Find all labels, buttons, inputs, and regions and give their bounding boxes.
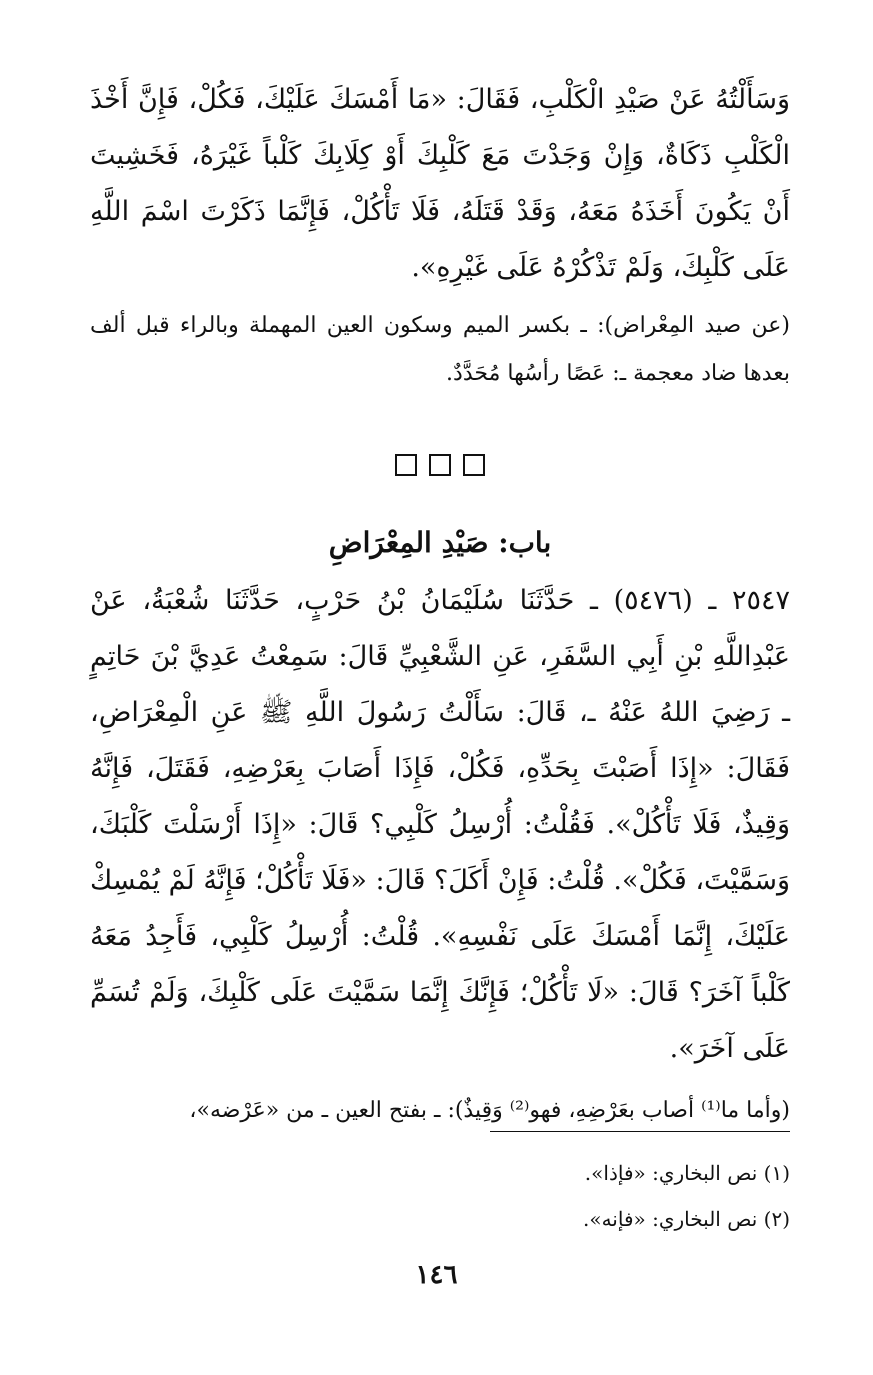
divider-square-icon: [395, 454, 417, 476]
footnote-2: (٢) نص البخاري: «فإنه».: [582, 1207, 790, 1231]
commentary-paragraph-arduh: (وأما ما⁽¹⁾ أصاب بعَرْضِهِ، فهو⁽²⁾ وَقِيذٌ): ـ بفتح العين ـ من «عَرْضه»،: [189, 1098, 790, 1123]
section-divider: [90, 446, 790, 479]
footnotes: [90, 1150, 790, 1242]
divider-square-icon: [463, 454, 485, 476]
chapter-title: باب: صَيْدِ المِعْرَاضِ: [328, 526, 552, 559]
page-number: ١٤٦: [415, 1260, 458, 1290]
commentary-paragraph-mirad: (عن صيد المِعْراض): ـ بكسر الميم وسكون العين المهملة وبالراء قبل ألف بعدها ضاد معجمة ـ: عَصًا رأسُها مُحَدَّدٌ.: [90, 313, 790, 386]
hadith-2547-paragraph: ٢٥٤٧ ـ (٥٤٧٦) ـ حَدَّثَنَا سُلَيْمَانُ بْنُ حَرْبٍ، حَدَّثَنَا شُعْبَةُ، عَنْ عَبْدِاللَّهِ بْنِ أَبِي السَّفَرِ، عَنِ الشَّعْبِيِّ قَالَ: سَمِعْتُ عَدِيَّ بْنَ حَاتِمٍ ـ رَضِيَ اللهُ عَنْهُ ـ، قَالَ: سَأَلْتُ رَسُولَ اللَّهِ ﷺ عَنِ الْمِعْرَاضِ، فَقَالَ: «إِذَا أَصَبْتَ بِحَدِّهِ، فَكُلْ، فَإِذَا أَصَابَ بِعَرْضِهِ، فَقَتَلَ، فَإِنَّهُ وَقِيذٌ، فَلَا تَأْكُلْ». فَقُلْتُ: أُرْسِلُ كَلْبِي؟ قَالَ: «إِذَا أَرْسَلْتَ كَلْبَكَ، وَسَمَّيْتَ، فَكُلْ». قُلْتُ: فَإِنْ أَكَلَ؟ قَالَ: «فَلَا تَأْكُلْ؛ فَإِنَّهُ لَمْ يُمْسِكْ عَلَيْكَ، إِنَّمَا أَمْسَكَ عَلَى نَفْسِهِ». قُلْتُ: أُرْسِلُ كَلْبِي، فَأَجِدُ مَعَهُ كَلْباً آخَرَ؟ قَالَ: «لَا تَأْكُلْ؛ فَإِنَّكَ إِنَّمَا سَمَّيْتَ عَلَى كَلْبِكَ، وَلَمْ تُسَمِّ عَلَى آخَرَ».: [90, 585, 790, 1064]
footnote-1: (١) نص البخاري: «فإذا».: [584, 1161, 790, 1185]
page-body: [90, 72, 790, 1135]
divider-square-icon: [429, 454, 451, 476]
footnote-separator: [490, 1131, 790, 1132]
hadith-continuation-paragraph: وَسَأَلْتُهُ عَنْ صَيْدِ الْكَلْبِ، فَقَالَ: «مَا أَمْسَكَ عَلَيْكَ، فَكُلْ، فَإِنَّ أَخْذَ الْكَلْبِ ذَكَاةٌ، وَإِنْ وَجَدْتَ مَعَ كَلْبِكَ أَوْ كِلَابِكَ كَلْباً غَيْرَهُ، فَخَشِيتَ أَنْ يَكُونَ أَخَذَهُ مَعَهُ، وَقَدْ قَتَلَهُ، فَلَا تَأْكُلْ، فَإِنَّمَا ذَكَرْتَ اسْمَ اللَّهِ عَلَى كَلْبِكَ، وَلَمْ تَذْكُرْهُ عَلَى غَيْرِهِ».: [90, 84, 790, 283]
